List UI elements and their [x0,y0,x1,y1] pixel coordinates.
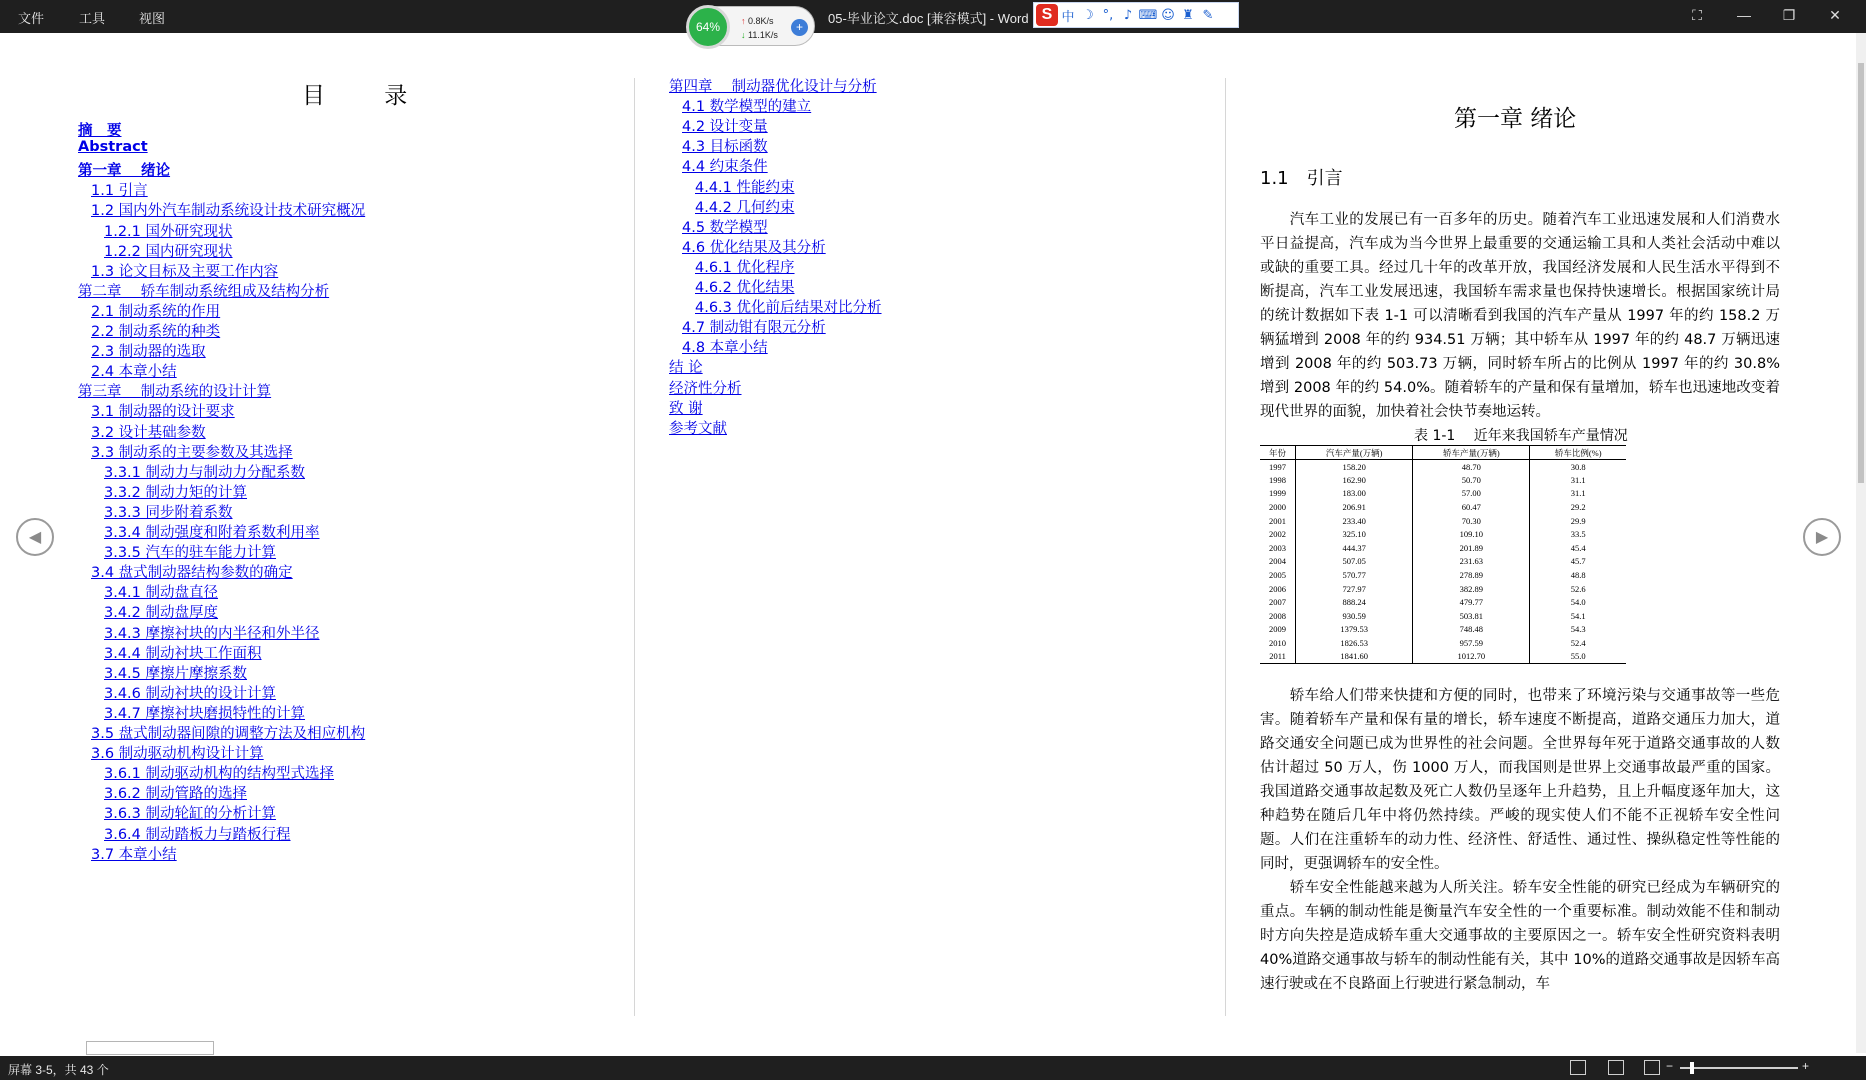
table-cell: 2000 [1269,502,1287,513]
table-cell: 444.37 [1296,541,1413,555]
status-bar [0,1056,1866,1080]
toc-entry[interactable]: 3.6.4 制动踏板力与踏板行程 [104,826,291,843]
toc-entry[interactable]: 3.4.5 摩擦片摩擦系数 [104,665,248,682]
toc-entry[interactable]: 3.4 盘式制动器结构参数的确定 [91,565,293,582]
toc-entry[interactable]: 摘 要 [78,123,122,139]
table-cell: 31.1 [1530,473,1626,487]
user-icon[interactable]: ☺ [1161,7,1175,23]
table-row [1260,582,1626,596]
table-cell: 162.90 [1296,473,1413,487]
table-cell: 507.05 [1296,555,1413,569]
table-header-cell: 年份 [1260,446,1296,460]
toc-entry[interactable]: 3.4.1 制动盘直径 [104,585,219,602]
table-cell: 278.89 [1413,568,1530,582]
previous-page-button[interactable]: ◀ [16,518,54,556]
toc-entry[interactable]: 3.3.3 同步附着系数 [104,504,233,521]
table-cell: 1379.53 [1296,623,1413,637]
table-cell: 206.91 [1296,500,1413,514]
toc-title: 目 录 [302,83,434,109]
toc-entry[interactable]: 第四章 制动器优化设计与分析 [669,79,877,95]
table-header-cell: 轿车产量(万辆) [1413,446,1530,460]
table-cell: 50.70 [1413,473,1530,487]
table-cell: 231.63 [1413,555,1530,569]
toc-entry[interactable]: 3.3 制动系的主要参数及其选择 [91,444,293,461]
toc-entry[interactable]: 3.7 本章小结 [91,846,177,863]
sogou-logo-icon[interactable]: S [1036,4,1058,26]
toc-entry[interactable]: 1.2.2 国内研究现状 [104,243,233,260]
horizontal-scrollbar[interactable] [86,1041,214,1055]
table-cell: 52.6 [1530,582,1626,596]
vertical-scrollbar[interactable] [1856,33,1866,1053]
table-cell: 45.4 [1530,541,1626,555]
toc-entry[interactable]: 第三章 制动系统的设计计算 [78,384,272,401]
menu-view[interactable]: 视图 [139,11,166,26]
table-header-cell: 汽车产量(万辆) [1296,446,1413,460]
table-cell: 60.47 [1413,500,1530,514]
toc-entry[interactable]: 4.1 数学模型的建立 [682,99,812,116]
web-layout-icon[interactable] [1644,1060,1660,1075]
table-cell: 2007 [1269,597,1287,608]
toc-entry[interactable]: 1.1 引言 [91,183,148,200]
toc-entry[interactable]: 经济性分析 [669,380,742,397]
toc-entry[interactable]: 4.3 目标函数 [682,139,768,156]
car-production-table [1260,445,1626,664]
table-cell: 325.10 [1296,527,1413,541]
network-speed-widget[interactable] [688,6,815,46]
menu-tools[interactable]: 工具 [79,11,106,26]
table-cell: 2009 [1269,624,1287,635]
punctuation-icon[interactable]: °, [1102,7,1114,23]
toc-entry[interactable]: 3.6 制动驱动机构设计计算 [91,746,264,763]
toc-entry[interactable]: 3.2 设计基础参数 [91,424,206,441]
table-cell: 748.48 [1413,623,1530,637]
table-cell: 930.59 [1296,609,1413,623]
minimize-button[interactable]: — [1737,7,1751,23]
table-row [1260,541,1626,555]
table-cell: 727.97 [1296,582,1413,596]
toc-entry[interactable]: 4.4 约束条件 [682,159,768,176]
upload-speed [741,16,774,26]
document-title: 05-毕业论文.doc [兼容模式] - Word [828,11,1029,26]
toc-entry[interactable]: 3.4.2 制动盘厚度 [104,605,219,622]
page-divider [1225,78,1226,1016]
table-cell: 158.20 [1296,460,1413,474]
table-cell: 2011 [1269,651,1286,662]
toc-entry[interactable]: 1.3 论文目标及主要工作内容 [91,263,279,280]
microphone-icon[interactable]: ♪ [1123,7,1133,23]
table-cell: 2008 [1269,610,1287,621]
toc-entry[interactable]: Abstract [78,139,148,156]
table-header-row [1260,446,1626,460]
table-cell: 31.1 [1530,487,1626,501]
table-cell: 183.00 [1296,487,1413,501]
table-cell: 54.3 [1530,623,1626,637]
page-divider [634,78,635,1016]
toc-entry[interactable]: 3.4.4 制动衬块工作面积 [104,645,262,662]
table-cell: 2001 [1269,515,1287,526]
table-cell: 57.00 [1413,487,1530,501]
table-cell: 1012.70 [1413,650,1530,664]
table-row [1260,487,1626,501]
table-cell: 109.10 [1413,527,1530,541]
table-cell: 45.7 [1530,555,1626,569]
download-speed-value: 11.1K/s [748,30,778,40]
table-row [1260,460,1626,474]
toc-entry[interactable]: 3.3.2 制动力矩的计算 [104,484,248,501]
table-cell: 233.40 [1296,514,1413,528]
toc-entry[interactable]: 4.8 本章小结 [682,340,768,357]
toc-entry[interactable]: 4.4.2 几何约束 [695,199,795,216]
toc-entry[interactable]: 4.6.2 优化结果 [695,280,795,296]
table-cell: 2004 [1269,556,1287,567]
ime-toolbar[interactable] [1033,2,1239,28]
table-cell: 201.89 [1413,541,1530,555]
table-cell: 33.5 [1530,527,1626,541]
toc-entry[interactable]: 3.6.3 制动轮缸的分析计算 [104,806,277,823]
table-cell: 48.70 [1413,460,1530,474]
toc-entry[interactable]: 4.6.3 优化前后结果对比分析 [695,300,882,317]
table-row [1260,514,1626,528]
toc-entry[interactable]: 4.7 制动钳有限元分析 [682,320,826,337]
keyboard-icon[interactable]: ⌨ [1138,7,1158,23]
table-cell: 2010 [1269,638,1287,649]
body-paragraph-3: 轿车安全性能越来越为人所关注。轿车安全性能的研究已经成为车辆研究的重点。车辆的制动性能是衡量汽车安全性的一个重要标准。制动效能不佳和制动时方向失控是造成轿车重大交通事故的主要原因之一。轿车安全性研究资料表明 40%道路交通事故与轿车的制动性能有关，其中 10%的道路交通事故是因轿车高速行驶或在不良路面上行驶进行紧急制动，车 [1260,880,1780,992]
table-cell: 54.0 [1530,595,1626,609]
toc-entry[interactable]: 2.1 制动系统的作用 [91,303,221,320]
toc-entry[interactable]: 4.5 数学模型 [682,219,768,236]
read-mode-icon[interactable] [1570,1060,1586,1075]
toc-entry[interactable]: 2.4 本章小结 [91,364,177,381]
table-cell: 1841.60 [1296,650,1413,664]
toc-entry[interactable]: 3.6.2 制动管路的选择 [104,786,248,803]
next-page-button[interactable]: ▶ [1803,518,1841,556]
close-button[interactable]: ✕ [1829,7,1841,23]
section-title: 1.1 引言 [1260,168,1343,189]
toc-entry[interactable]: 4.6.1 优化程序 [695,259,795,276]
restore-button[interactable]: ❐ [1782,7,1796,23]
table-cell: 888.24 [1296,595,1413,609]
table-cell: 52.4 [1530,636,1626,650]
toc-entry[interactable]: 4.2 设计变量 [682,119,768,136]
table-cell: 1826.53 [1296,636,1413,650]
upload-speed-value: 0.8K/s [748,16,774,26]
zoom-out-button[interactable]: − [1666,1059,1674,1073]
shirt-icon[interactable]: ♜ [1182,7,1194,23]
toc-entry[interactable]: 参考文献 [669,420,727,437]
table-cell: 29.9 [1530,514,1626,528]
table-cell: 382.89 [1413,582,1530,596]
table-header-cell: 轿车比例(%) [1530,446,1626,460]
table-cell: 29.2 [1530,500,1626,514]
table-cell: 54.1 [1530,609,1626,623]
toc-entry[interactable]: 1.2.1 国外研究现状 [104,223,233,240]
toc-entry[interactable]: 2.2 制动系统的种类 [91,324,221,340]
table-cell: 55.0 [1530,650,1626,664]
body-paragraph-2: 轿车给人们带来快捷和方便的同时，也带来了环境污染与交通事故等一些危害。随着轿车产量和保有量的增长，轿车速度不断提高，道路交通压力加大，道路交通安全问题已成为世界性的社会问题。全世界每年死于道路交通事故的人数估计超过 50 万人，伤 1000 万人，而我国则是世界上交通事故最严重的国家。我国道路交通事故起数及死亡人数仍呈逐年上升趋势，且上升幅度逐年加大，这种趋势在随后几年中将仍然持续。严峻的现实使人们不能不正视轿车安全性问题。人们在注重轿车的动力性、经济性、舒适性、通过性、操纵稳定性等性能的同时，更强调轿车的安全性。 [1260,688,1780,872]
zoom-in-button[interactable]: + [1802,1059,1810,1073]
table-caption: 表 1-1 近年来我国轿车产量情况 [1414,428,1628,444]
table-row [1260,650,1626,664]
table-row [1260,500,1626,514]
table-row [1260,609,1626,623]
chapter-title: 第一章 绪论 [1454,106,1577,132]
table-body [1260,460,1626,664]
toc-entry[interactable]: 3.6.1 制动驱动机构的结构型式选择 [104,766,335,783]
table-cell: 2006 [1269,583,1287,594]
table-cell: 957.59 [1413,636,1530,650]
toc-entry[interactable]: 4.6 优化结果及其分析 [682,239,826,256]
table-cell: 1998 [1269,474,1287,485]
table-cell: 70.30 [1413,514,1530,528]
page-count-status: 屏幕 3-5，共 43 个 [8,1063,109,1077]
toc-entry[interactable]: 3.4.7 摩擦衬块磨损特性的计算 [104,705,306,722]
toc-entry[interactable]: 1.2 国内外汽车制动系统设计技术研究概况 [91,203,366,220]
toc-entry[interactable]: 3.4.3 摩擦衬块的内半径和外半径 [104,625,320,642]
table-cell: 1997 [1269,461,1287,472]
toc-entry[interactable]: 3.1 制动器的设计要求 [91,404,235,421]
toc-entry[interactable]: 3.5 盘式制动器间隙的调整方法及相应机构 [91,726,366,742]
toc-entry[interactable]: 3.3.5 汽车的驻车能力计算 [104,545,277,562]
table-cell: 2002 [1269,529,1287,540]
table-row [1260,623,1626,637]
table-row [1260,636,1626,650]
toc-entry[interactable]: 3.3.1 制动力与制动力分配系数 [104,464,306,481]
table-cell: 48.8 [1530,568,1626,582]
wrench-icon[interactable]: ✎ [1202,7,1214,23]
table-cell: 479.77 [1413,595,1530,609]
scrollbar-thumb[interactable] [1858,63,1864,483]
toc-entry[interactable]: 2.3 制动器的选取 [91,344,206,361]
toc-entry[interactable]: 结 论 [669,360,703,377]
moon-icon[interactable]: ☽ [1082,7,1094,23]
download-arrow-icon: ↓ [741,30,749,40]
accelerate-icon[interactable]: + [791,19,808,36]
zoom-slider[interactable] [1680,1067,1798,1069]
upload-arrow-icon: ↑ [741,16,749,26]
table-cell: 30.8 [1530,460,1626,474]
print-layout-icon[interactable] [1608,1060,1624,1075]
download-speed [741,30,778,40]
table-cell: 503.81 [1413,609,1530,623]
table-row [1260,473,1626,487]
table-row [1260,568,1626,582]
body-paragraph-1: 汽车工业的发展已有一百多年的历史。随着汽车工业迅速发展和人们消费水平日益提高，汽车成为当今世界上最重要的交通运输工具和人类社会活动中难以或缺的重要工具。经过几十年的改革开放，我国经济发展和人民生活水平得到不断提高，汽车工业发展迅速，我国轿车需求量也保持快速增长。根据国家统计局的统计数据如下表 1-1 可以清晰看到我国的汽车产量从 1997 年的约 158.2 万辆猛增到 2008 年的约 934.51 万辆；其中轿车从 1997 年的约 48.7 万辆迅速增到 2008 年的约 503.73 万辆，同时轿车所占的比例从 1997 年的约 30.8%增到 2008 年的约 54.0%。随着轿车的产量和保有量增加，轿车也迅速地改变着现代世界的面貌，加快着社会快节奏地运转。 [1260,212,1780,420]
toc-entry[interactable]: 致 谢 [669,400,703,417]
toc-entry[interactable]: 4.4.1 性能约束 [695,179,795,196]
zoom-slider-knob[interactable] [1690,1062,1694,1074]
table-cell: 2003 [1269,542,1287,553]
title-bar [0,0,1866,33]
table-row [1260,555,1626,569]
table-cell: 2005 [1269,570,1287,581]
fullscreen-icon[interactable]: ⛶ [1692,7,1702,23]
menu-file[interactable]: 文件 [18,11,45,26]
toc-entry[interactable]: 3.3.4 制动强度和附着系数利用率 [104,525,320,541]
ime-mode-toggle[interactable]: 中 [1061,9,1075,25]
toc-entry[interactable]: 第二章 轿车制动系统组成及结构分析 [78,283,330,300]
toc-entry[interactable]: 第一章 绪论 [78,163,171,180]
memory-usage-ball[interactable]: 64% [686,5,730,49]
table-row [1260,595,1626,609]
table-cell: 1999 [1269,488,1287,499]
table-row [1260,527,1626,541]
table-cell: 570.77 [1296,568,1413,582]
toc-entry[interactable]: 3.4.6 制动衬块的设计计算 [104,685,277,702]
